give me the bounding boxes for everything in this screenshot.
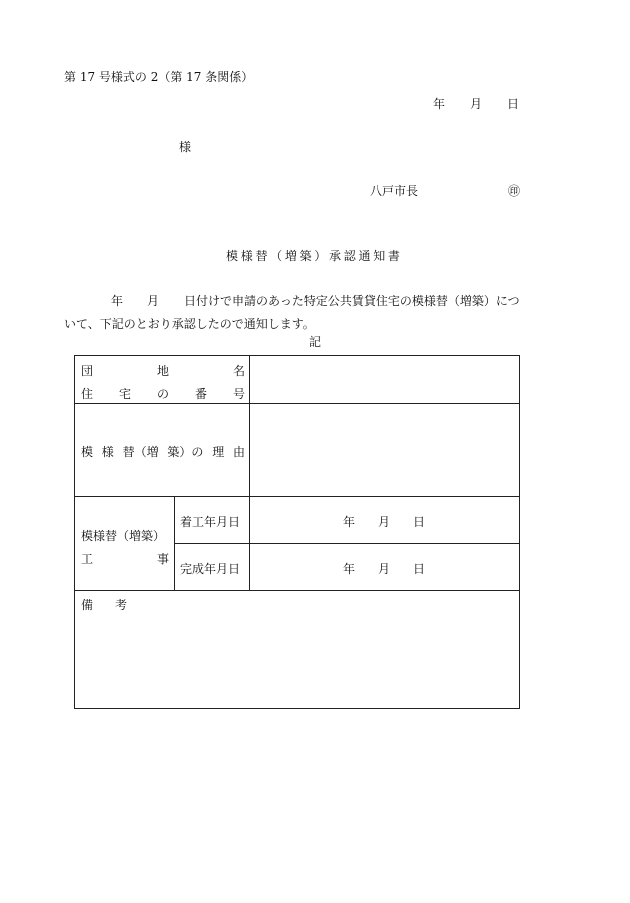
form-number: 第 17 号様式の 2（第 17 条関係） (64, 70, 254, 84)
label-char: 地 (156, 364, 169, 378)
title-char: 様 (240, 249, 253, 263)
remarks-label (81, 596, 127, 613)
approval-table (74, 355, 520, 709)
date-char: 月 (377, 515, 390, 529)
date-char: 日 (412, 562, 425, 576)
start-date-field[interactable] (250, 497, 520, 544)
table-row (75, 356, 520, 404)
title-char: 築 (299, 249, 312, 263)
danchi-value-field[interactable] (250, 356, 520, 404)
reason-label (81, 443, 245, 460)
label-char: 考 (114, 598, 127, 612)
reason-value-field[interactable] (250, 404, 520, 497)
table-row (75, 497, 520, 544)
reason-label-cell (75, 404, 250, 497)
label-char: 様 (101, 445, 114, 459)
date-day-label: 日 (506, 97, 519, 111)
header-date (433, 95, 519, 112)
construction-label-line-2 (81, 550, 169, 567)
remarks-field[interactable] (75, 591, 520, 709)
start-date-label: 着工年月日 (180, 515, 241, 529)
title-char: 知 (373, 249, 386, 263)
title-char: 書 (387, 249, 400, 263)
date-year-label: 年 (433, 97, 446, 111)
title-char: ） (314, 249, 327, 263)
document-title (226, 247, 400, 264)
label-char: 理 (212, 445, 225, 459)
addressee-suffix: 様 (179, 140, 192, 154)
finish-date-label-cell (175, 544, 250, 591)
house-number-label (81, 385, 245, 402)
label-char: 宅 (118, 387, 131, 401)
date-char: 年 (343, 515, 356, 529)
table-row (75, 404, 520, 497)
start-date-label-cell (175, 497, 250, 544)
table-row (75, 591, 520, 709)
danchi-label-cell (75, 356, 250, 404)
label-char: 工 (81, 552, 94, 566)
date-char: 年 (343, 562, 356, 576)
title-char: 模 (226, 249, 239, 263)
finish-date-field[interactable] (250, 544, 520, 591)
body-month-label: 月 (147, 294, 160, 308)
label-char: 号 (232, 387, 245, 401)
finish-date-label: 完成年月日 (180, 562, 241, 576)
construction-label-cell (75, 497, 175, 591)
label-char: 築）の (167, 445, 204, 459)
date-char: 月 (377, 562, 390, 576)
construction-label-line-1: 模様替（増築） (81, 529, 166, 543)
danchi-label (81, 362, 245, 379)
title-char: 認 (343, 249, 356, 263)
body-line-2: いて、下記のとおり承認したので通知します。 (64, 317, 315, 331)
label-char: 由 (232, 445, 245, 459)
start-date-value (343, 513, 425, 530)
label-char: 番 (194, 387, 207, 401)
seal-mark: ㊞ (508, 184, 521, 198)
label-char: の (156, 387, 169, 401)
title-char: 承 (329, 249, 342, 263)
label-char: 名 (232, 364, 245, 378)
sender-name: 八戸市長 (370, 184, 419, 198)
date-month-label: 月 (469, 97, 482, 111)
ki-label: 記 (309, 335, 322, 349)
title-char: （ (270, 249, 283, 263)
title-char: 替 (255, 249, 268, 263)
label-char: 備 (81, 598, 94, 612)
title-char: 増 (284, 249, 297, 263)
body-line-1: 日付けで申請のあった特定公共賃貸住宅の模様替（増築）につ (184, 294, 520, 308)
label-char: 住 (81, 387, 94, 401)
date-char: 日 (412, 515, 425, 529)
label-char: 替（増 (122, 445, 159, 459)
body-year-label: 年 (111, 294, 124, 308)
label-char: 事 (156, 552, 169, 566)
label-char: 模 (81, 445, 94, 459)
title-char: 通 (358, 249, 371, 263)
finish-date-value (343, 560, 425, 577)
label-char: 団 (81, 364, 94, 378)
